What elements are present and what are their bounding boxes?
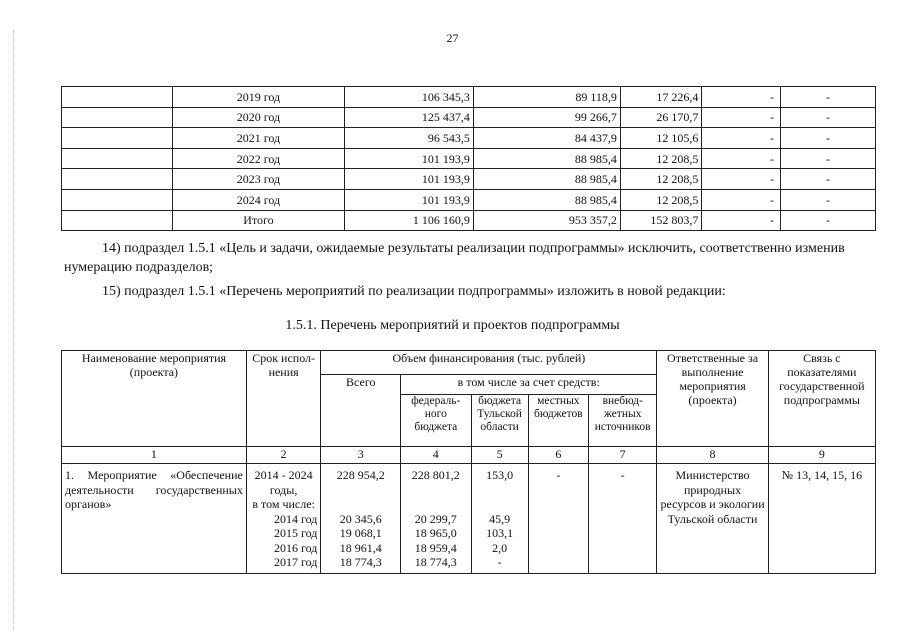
header-funding: Объем финансирования (тыс. рублей): [321, 351, 657, 375]
column-number: 2: [246, 447, 321, 464]
cell-line: 18 965,0: [414, 526, 457, 540]
header-local: местных бюджетов: [528, 395, 588, 447]
cell-line: [324, 483, 397, 498]
extra-cell: -: [781, 169, 876, 190]
local-cell: -: [702, 107, 781, 128]
federal-cell: 953 357,2: [473, 210, 620, 231]
cell-line: 18 961,4: [339, 540, 382, 555]
local-cell: -: [702, 210, 781, 231]
header-extra: внебюд-жетных источников: [588, 395, 656, 447]
funding-continuation-table: [61, 86, 876, 231]
cell-line: 18 959,4: [414, 540, 457, 555]
local-cell: -: [702, 189, 781, 210]
year-cell: 2019 год: [172, 87, 344, 108]
header-link: Связь с показателями государственной подпрограммы: [768, 351, 875, 447]
table-row: [62, 148, 876, 169]
cell-line: 2017 год: [274, 555, 318, 569]
regional-cell: 12 208,5: [620, 169, 701, 190]
paragraph-15: 15) подраздел 1.5.1 «Перечень мероприятий по реализации подпрограммы» изложить в новой редакции:: [102, 284, 726, 299]
regional-cell: [471, 464, 528, 574]
column-number: 6: [528, 447, 588, 464]
responsible-cell: Министерство природных ресурсов и экологии Тульской области: [657, 464, 768, 574]
extra-cell: -: [588, 464, 656, 574]
activities-table: [61, 350, 876, 574]
year-cell: 2023 год: [172, 169, 344, 190]
extra-cell: -: [781, 210, 876, 231]
extra-cell: -: [781, 128, 876, 149]
table-row: [62, 107, 876, 128]
term-cell: [246, 464, 321, 574]
federal-cell: 99 266,7: [473, 107, 620, 128]
regional-cell: 26 170,7: [620, 107, 701, 128]
table-row: [62, 128, 876, 149]
cell-line: [324, 497, 397, 512]
cell-line: в том числе:: [252, 497, 315, 511]
cell-line: 153,0: [486, 468, 514, 482]
cell-line: 19 068,1: [339, 526, 382, 540]
column-number: 1: [62, 447, 247, 464]
extra-cell: -: [781, 107, 876, 128]
column-number: 9: [768, 447, 875, 464]
regional-cell: 12 208,5: [620, 148, 701, 169]
local-cell: -: [528, 464, 588, 574]
local-cell: -: [702, 169, 781, 190]
header-total: Всего: [321, 375, 401, 447]
year-cell: 2021 год: [172, 128, 344, 149]
cell-line: 2014 - 2024: [254, 468, 313, 482]
local-cell: -: [702, 128, 781, 149]
cell-line: [475, 497, 525, 512]
federal-cell: [401, 464, 471, 574]
cell-line: 2015 год: [274, 526, 318, 540]
total-cell: 1 106 160,9: [344, 210, 473, 231]
total-cell: [321, 464, 401, 574]
empty-cell: [62, 107, 173, 128]
page-number: 27: [446, 31, 459, 45]
activity-name: 1. Мероприятие «Обеспечение деятельности государственных органов»: [62, 464, 247, 574]
cell-line: [404, 483, 467, 498]
column-number: 8: [657, 447, 768, 464]
federal-cell: 88 985,4: [473, 189, 620, 210]
extra-cell: -: [781, 148, 876, 169]
cell-line: 2014 год: [274, 511, 318, 526]
federal-cell: 84 437,9: [473, 128, 620, 149]
column-number: 3: [321, 447, 401, 464]
header-responsible: Ответственные за выполнение мероприятия (проекта): [657, 351, 768, 447]
table-row: [62, 464, 876, 574]
table-row: [62, 87, 876, 108]
year-cell: 2020 год: [172, 107, 344, 128]
federal-cell: 88 985,4: [473, 169, 620, 190]
header-term: Срок испол-нения: [246, 351, 321, 447]
cell-line: 228 801,2: [411, 468, 460, 482]
column-number: 7: [588, 447, 656, 464]
year-cell: 2024 год: [172, 189, 344, 210]
table-row: [62, 189, 876, 210]
cell-line: 2,0: [492, 540, 508, 555]
column-number: 4: [401, 447, 471, 464]
cell-line: 228 954,2: [336, 468, 385, 482]
cell-line: 20 299,7: [414, 511, 457, 526]
extra-cell: -: [781, 87, 876, 108]
total-cell: 101 193,9: [344, 148, 473, 169]
header-including: в том числе за счет средств:: [401, 375, 657, 395]
cell-line: [475, 483, 525, 498]
extra-cell: -: [781, 189, 876, 210]
total-cell: 106 345,3: [344, 87, 473, 108]
header-regional: бюджета Тульской области: [471, 395, 528, 447]
header-name: Наименование мероприятия (проекта): [62, 351, 247, 447]
cell-line: 103,1: [486, 526, 514, 540]
total-cell: 101 193,9: [344, 169, 473, 190]
year-cell: 2022 год: [172, 148, 344, 169]
total-cell: 101 193,9: [344, 189, 473, 210]
year-cell: Итого: [172, 210, 344, 231]
empty-cell: [62, 148, 173, 169]
column-numbers-row: [62, 447, 876, 464]
regional-cell: 12 105,6: [620, 128, 701, 149]
cell-line: 2016 год: [274, 540, 318, 555]
column-number: 5: [471, 447, 528, 464]
empty-cell: [62, 189, 173, 210]
empty-cell: [62, 87, 173, 108]
cell-line: 18 774,3: [339, 555, 382, 569]
paragraph-14: 14) подраздел 1.5.1 «Цель и задачи, ожидаемые результаты реализации подпрограммы» исключить, соответственно изменив нумерацию подразделов;: [64, 241, 845, 275]
link-cell: № 13, 14, 15, 16: [768, 464, 875, 574]
regional-cell: 12 208,5: [620, 189, 701, 210]
total-cell: 96 543,5: [344, 128, 473, 149]
cell-line: 45,9: [489, 511, 511, 526]
local-cell: -: [702, 87, 781, 108]
regional-cell: 17 226,4: [620, 87, 701, 108]
cell-line: 18 774,3: [414, 555, 457, 569]
empty-cell: [62, 210, 173, 231]
section-title: 1.5.1. Перечень мероприятий и проектов подпрограммы: [285, 318, 620, 333]
cell-line: [404, 497, 467, 512]
total-cell: 125 437,4: [344, 107, 473, 128]
header-federal: федераль-ного бюджета: [401, 395, 471, 447]
empty-cell: [62, 169, 173, 190]
regional-cell: 152 803,7: [620, 210, 701, 231]
federal-cell: 88 985,4: [473, 148, 620, 169]
cell-line: 20 345,6: [339, 511, 382, 526]
cell-line: годы,: [269, 482, 298, 497]
table-row: [62, 210, 876, 231]
empty-cell: [62, 128, 173, 149]
table-row: [62, 169, 876, 190]
cell-line: -: [497, 555, 502, 569]
local-cell: -: [702, 148, 781, 169]
federal-cell: 89 118,9: [473, 87, 620, 108]
